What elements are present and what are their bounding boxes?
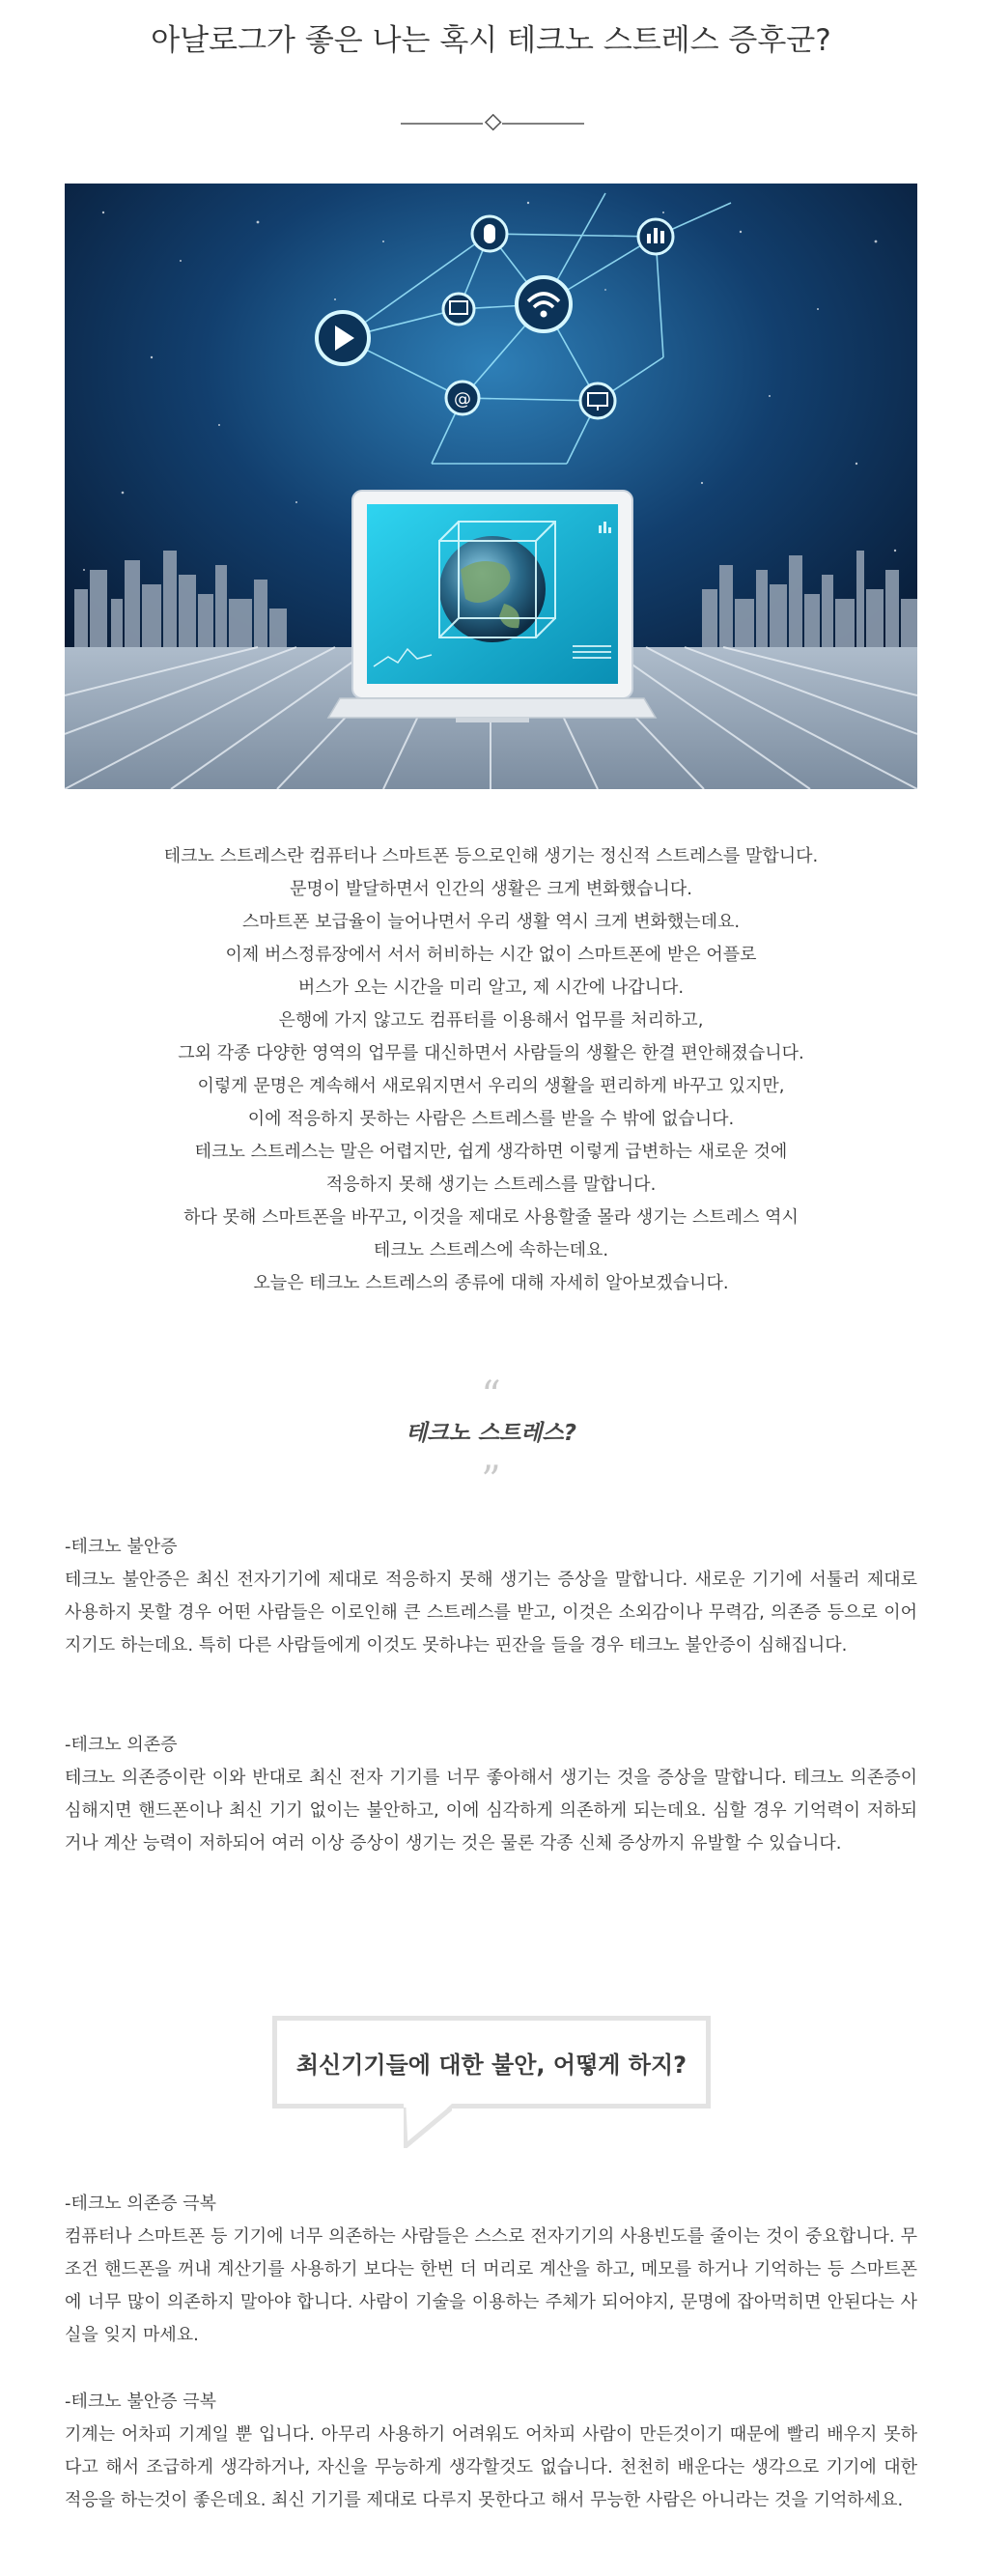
open-quote-mark: “ bbox=[481, 1373, 501, 1418]
presentation-icon bbox=[443, 294, 474, 325]
callout-box: 최신기기들에 대한 불안, 어떻게 하지? bbox=[272, 2016, 711, 2109]
intro-text bbox=[65, 840, 917, 1300]
laptop-graphic bbox=[328, 491, 656, 722]
globe-icon bbox=[439, 536, 546, 642]
intro-line: 적응하지 못해 생기는 스트레스를 말합니다. bbox=[325, 1175, 657, 1195]
page-title: 아날로그가 좋은 나는 혹시 테크노 스트레스 증후군? bbox=[151, 23, 831, 58]
intro-line: 버스가 오는 시간을 미리 알고, 제 시간에 나갑니다. bbox=[297, 977, 685, 998]
intro-line: 문명이 발달하면서 인간의 생활은 크게 변화했습니다. bbox=[290, 879, 692, 899]
intro-line: 그외 각종 다양한 영역의 업무를 대신하면서 사람들의 생활은 한결 편안해졌습니다. bbox=[178, 1043, 804, 1063]
hero-image bbox=[65, 184, 917, 789]
section-heading: -테크노 의존증 bbox=[65, 1735, 178, 1755]
close-quote-mark: ” bbox=[481, 1458, 501, 1503]
callout-tail bbox=[404, 2104, 452, 2148]
svg-text:@: @ bbox=[454, 389, 471, 410]
intro-line: 이렇게 문명은 계속해서 새로워지면서 우리의 생활을 편리하게 바꾸고 있지만, bbox=[197, 1076, 785, 1096]
mouse-icon bbox=[472, 216, 507, 251]
intro-line: 테크노 스트레스에 속하는데요. bbox=[373, 1240, 609, 1260]
intro-line: 스마트폰 보급율이 늘어나면서 우리 생활 역시 크게 변화했는데요. bbox=[241, 912, 741, 932]
quote-title: 테크노 스트레스? bbox=[406, 1421, 576, 1446]
intro-line: 테크노 스트레스란 컴퓨터나 스마트폰 등으로인해 생기는 정신적 스트레스를 말합니다. bbox=[163, 846, 819, 866]
intro-line: 하다 못해 스마트폰을 바꾸고, 이것을 제대로 사용할줄 몰라 생기는 스트레스 역시 bbox=[183, 1207, 799, 1228]
title-divider bbox=[401, 114, 584, 133]
at-icon bbox=[446, 382, 479, 414]
play-icon bbox=[317, 312, 369, 364]
section-body: 테크노 불안증은 최신 전자기기에 제대로 적응하지 못해 생기는 증상을 말합니다. 새로운 기기에 서툴러 제대로 사용하지 못할 경우 어떤 사람들은 이로인해 큰 스트레스를 받고, 이것은 소외감이나 무력감, 의존증 등으로 이어지기도 하는데요. 특히 다른 사람들에게 이것도 못하냐는 핀잔을 들을 경우 테크노 불안증이 심해집니다. bbox=[65, 1570, 917, 1656]
intro-line: 은행에 가지 않고도 컴퓨터를 이용해서 업무를 처리하고, bbox=[278, 1010, 704, 1031]
section-techno-anxiety bbox=[65, 1531, 917, 1662]
intro-line: 테크노 스트레스는 말은 어렵지만, 쉽게 생각하면 이렇게 급변하는 새로운 것에 bbox=[194, 1142, 788, 1162]
intro-line: 오늘은 테크노 스트레스의 종류에 대해 자세히 알아보겠습니다. bbox=[253, 1273, 729, 1293]
chart-icon bbox=[638, 219, 673, 254]
monitor-icon bbox=[580, 383, 615, 418]
hero-illustration bbox=[65, 184, 917, 789]
section-techno-dependence bbox=[65, 1729, 917, 1860]
section-body: 컴퓨터나 스마트폰 등 기기에 너무 의존하는 사람들은 스스로 전자기기의 사용빈도를 줄이는 것이 중요합니다. 무조건 핸드폰을 꺼내 계산기를 사용하기 보다는 한번 더 머리로 계산을 하고, 메모를 하거나 기억하는 등 스마트폰에 너무 많이 의존하지 말아야 합니다. 사람이 기술을 이용하는 주체가 되어야지, 문명에 잡아먹히면 안된다는 사실을 잊지 마세요. bbox=[65, 2226, 917, 2345]
section-heading: -테크노 불안증 극복 bbox=[65, 2392, 217, 2412]
intro-line: 이에 적응하지 못하는 사람은 스트레스를 받을 수 밖에 없습니다. bbox=[247, 1109, 735, 1129]
section-heading: -테크노 불안증 bbox=[65, 1537, 178, 1557]
section-dependence-overcome bbox=[65, 2188, 917, 2352]
wifi-icon bbox=[517, 277, 571, 331]
section-anxiety-overcome bbox=[65, 2386, 917, 2517]
intro-line: 이제 버스정류장에서 서서 허비하는 시간 없이 스마트폰에 받은 어플로 bbox=[225, 945, 757, 965]
section-heading: -테크노 의존증 극복 bbox=[65, 2194, 217, 2214]
section-body: 기계는 어차피 기계일 뿐 입니다. 아무리 사용하기 어려워도 어차피 사람이 만든것이기 때문에 빨리 배우지 못하다고 해서 조급하게 생각하거나, 자신을 무능하게 생각할것도 없습니다. 천천히 배운다는 생각으로 기기에 대한 적응을 하는것이 좋은데요. 최신 기기를 제대로 다루지 못한다고 해서 무능한 사람은 아니라는 것을 기억하세요. bbox=[65, 2424, 917, 2510]
section-body: 테크노 의존증이란 이와 반대로 최신 전자 기기를 너무 좋아해서 생기는 것을 증상을 말합니다. 테크노 의존증이 심해지면 핸드폰이나 최신 기기 없이는 불안하고, 이에 심각하게 의존하게 되는데요. 심할 경우 기억력이 저하되거나 계산 능력이 저하되어 여러 이상 증상이 생기는 것은 물론 각종 신체 증상까지 유발할 수 있습니다. bbox=[65, 1768, 917, 1854]
